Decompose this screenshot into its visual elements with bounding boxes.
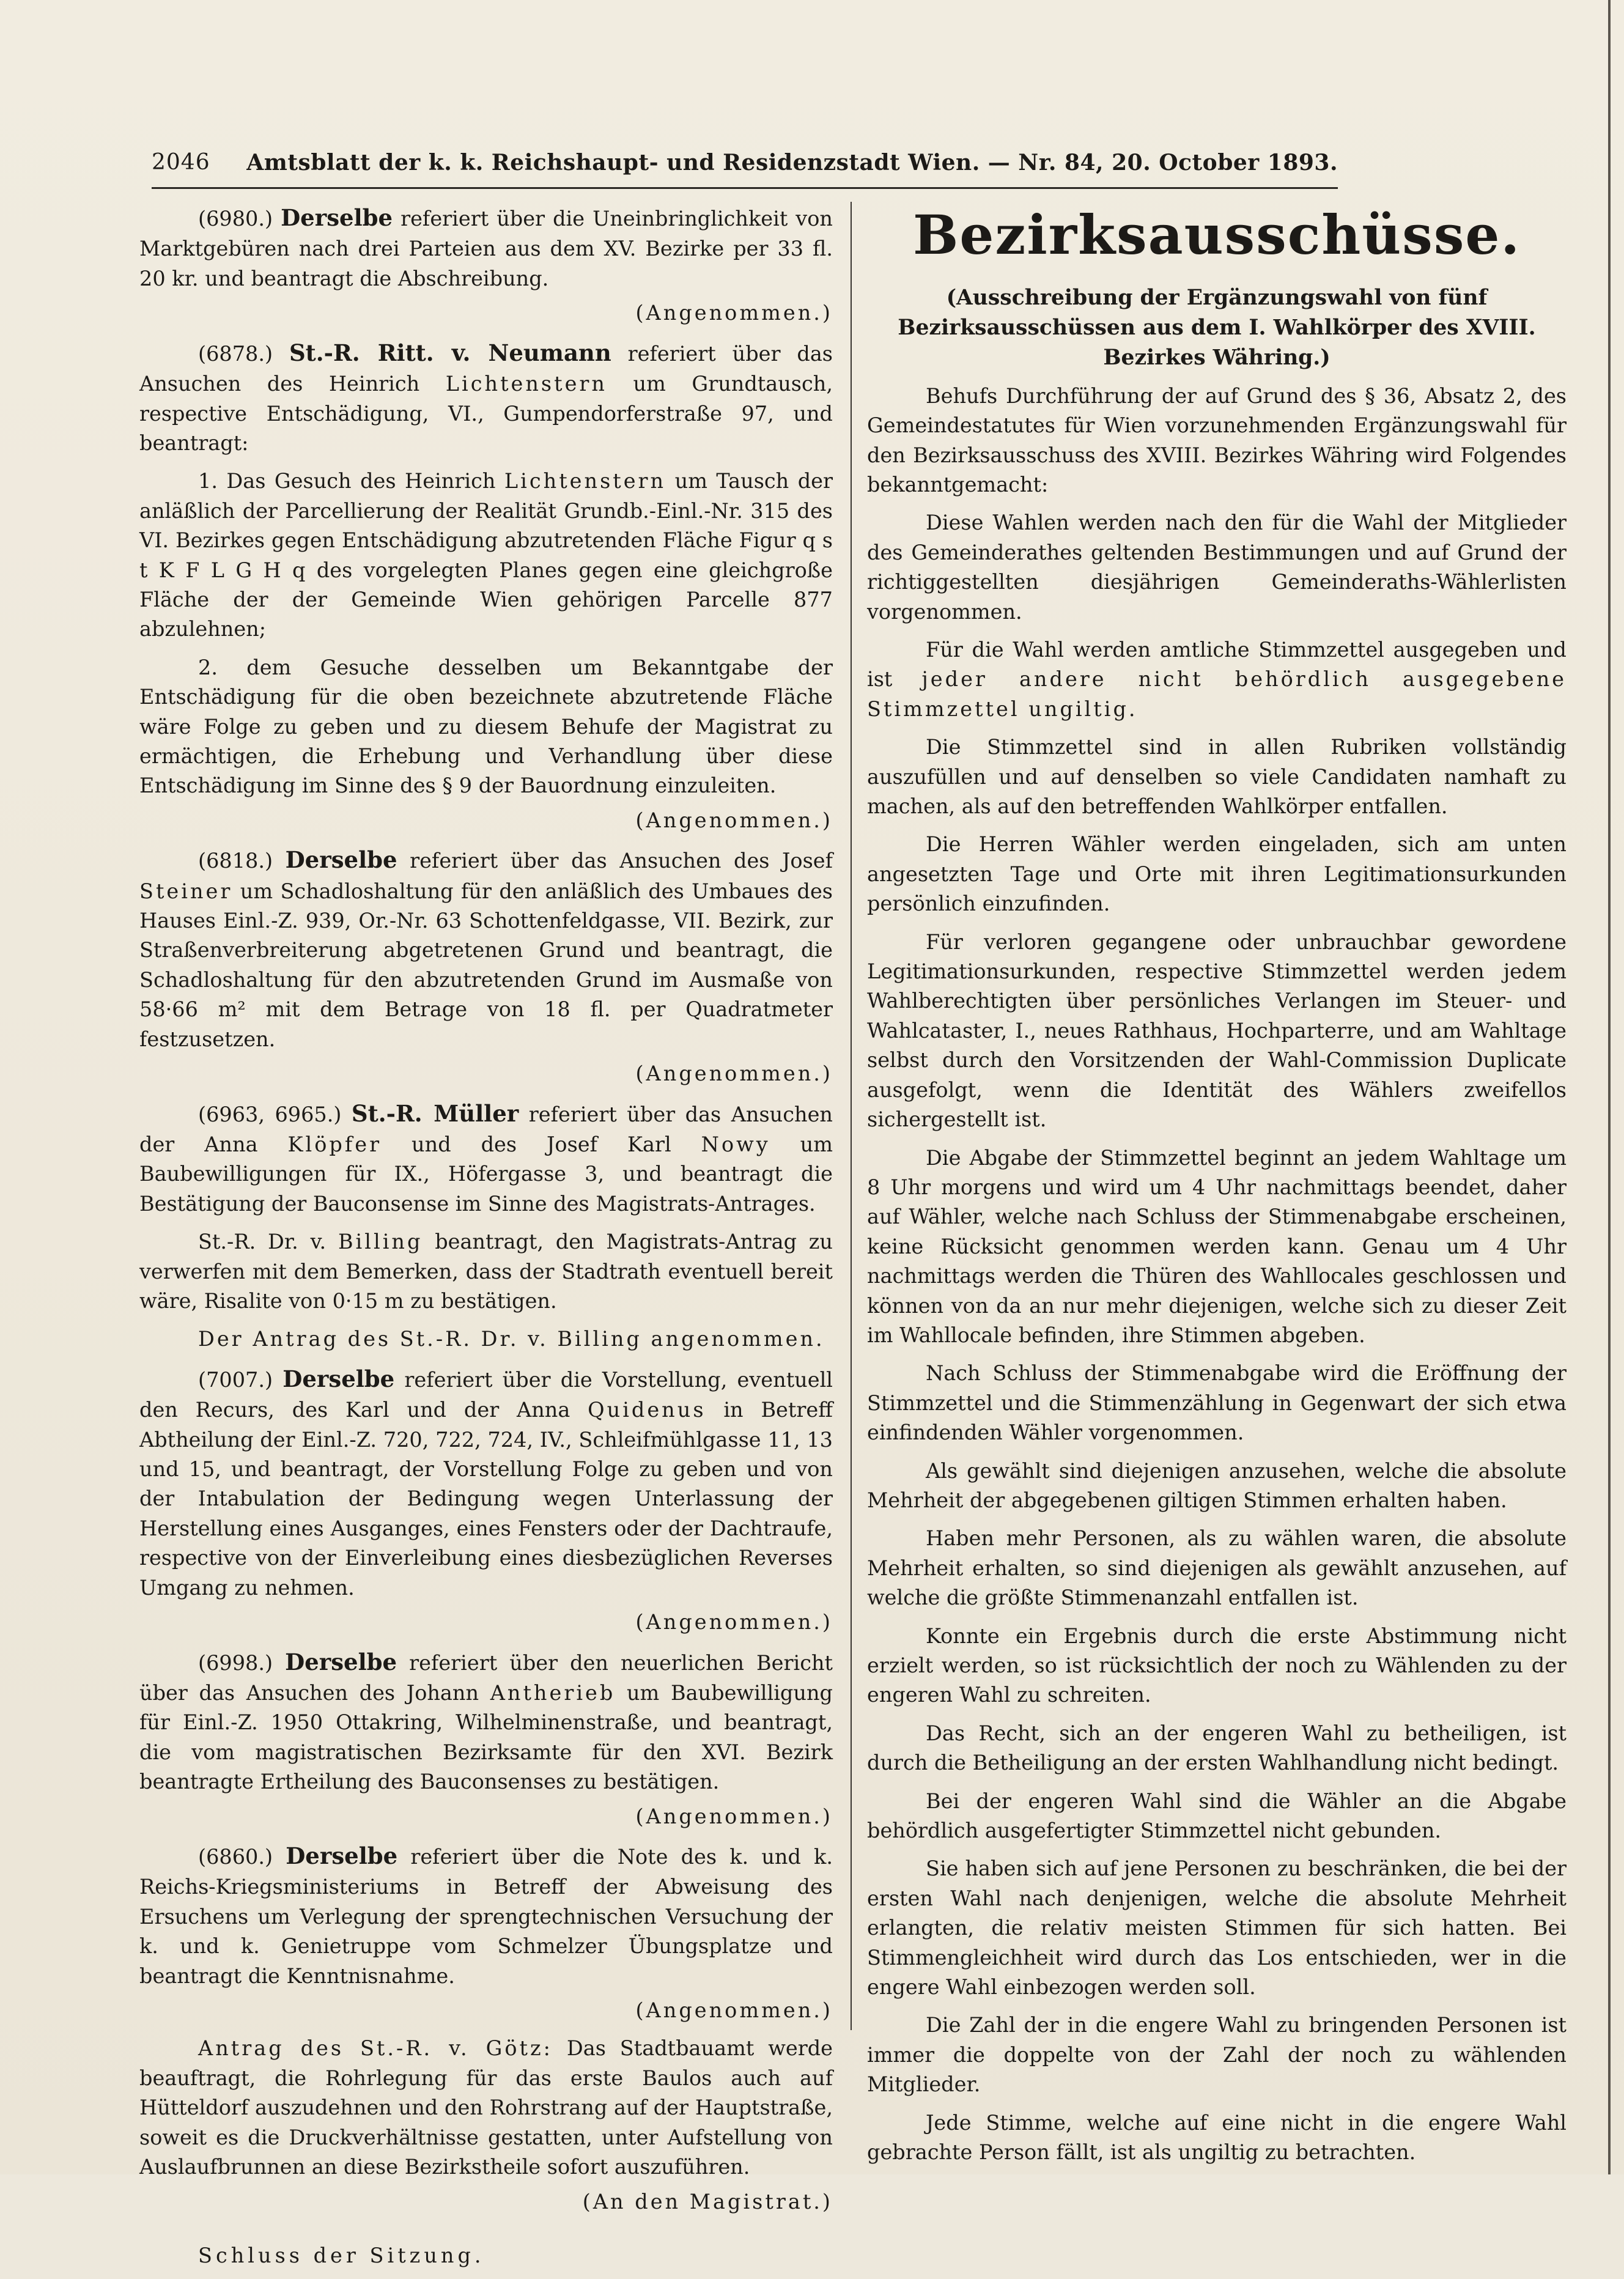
paragraph-text: um Baubewilligung für Einl.-Z. 1950 Ottakring, Wilhelminenstraße, und beantragt, die vom magistratischen Bezirksamte für den XVI. Bezirk beantragte Ertheilung des Bauconsenses zu bestätigen. [139, 1680, 833, 1794]
left-column [139, 202, 833, 2279]
notice-paragraph: Haben mehr Personen, als zu wählen waren, die absolute Mehrheit erhalten, so sind diejenigen als gewählt anzusehen, auf welche die größte Stimmenanzahl entfallen ist. [867, 1526, 1567, 1610]
column-divider [851, 202, 852, 2030]
notice-paragraph: Behufs Durchführung der auf Grund des § 36, Absatz 2, des Gemeindestatutes für Wien vorzunehmenden Ergänzungswahl für den Bezirksausschuss des XVIII. Bezirkes Währing wird Folgendes bekanntgemacht: [867, 383, 1567, 497]
section-subtitle: (Ausschreibung der Ergänzungswahl von fünf Bezirksausschüssen aus dem I. Wahlkörper des XVIII. Bezirkes Währing.) [898, 285, 1536, 370]
page-header [152, 144, 1338, 181]
paragraph-goetz-motion [139, 2034, 833, 2182]
page-number: 2046 [152, 150, 210, 175]
notice-paragraph: Die Abgabe der Stimmzettel beginnt an jedem Wahltage um 8 Uhr morgens und wird um 4 Uhr nachmittags beendet, daher auf Wähler, welche nach Schluss der Stimmenabgabe erscheinen, keine Rücksicht genommen werden kann. Genau um 4 Uhr nachmittags werden die Thüren des Wahllocales geschlossen und können von da an nur mehr diejenigen, welche sich zu dieser Zeit im Wahllocale befinden, ihre Stimmen abgeben. [867, 1145, 1567, 1347]
speaker: St.-R. Müller [351, 1099, 519, 1127]
speaker: Derselbe [285, 1648, 397, 1675]
verdict: (Angenommen.) [635, 1998, 833, 2023]
paragraph-6878 [139, 337, 833, 459]
ref-number: (7007.) [198, 1367, 273, 1392]
paragraph-7007 [139, 1363, 833, 1603]
paragraph-resolution [139, 1324, 833, 1354]
header-title: Amtsblatt der k. k. Reichshaupt- und Residenzstadt Wien. — Nr. 84, 20. October 1893. [246, 150, 1338, 175]
paragraph-text: referiert über das Ansuchen des Josef [410, 849, 833, 873]
notice-paragraph: Jede Stimme, welche auf eine nicht in die engere Wahl gebrachte Person fällt, ist als ungiltig zu betrachten. [867, 2110, 1567, 2165]
paragraph-text: referiert über das Ansuchen der Anna [139, 1102, 833, 1156]
person-name: Lichtenstern [504, 469, 666, 493]
header-rule [152, 187, 1338, 189]
paragraph-text: Das Stadtbauamt werde beauftragt, die Rohrlegung für das erste Baulos auch auf Hütteldorf auszudehnen und den Rohrstrang auf der Hauptstraße, soweit es die Druckverhältnisse gestatten, unter Aufstellung von Auslaufbrunnen an diese Bezirkstheile sofort auszuführen. [139, 2036, 833, 2179]
verdict: (Angenommen.) [635, 1610, 833, 1634]
notice-paragraph: Als gewählt sind diejenigen anzusehen, welche die absolute Mehrheit der abgegebenen giltigen Stimmen erhalten haben. [867, 1458, 1567, 1512]
notice-paragraph: Bei der engeren Wahl sind die Wähler an die Abgabe behördlich ausgefertigter Stimmzettel nicht gebunden. [867, 1789, 1567, 1843]
speaker: Derselbe [286, 1842, 398, 1869]
session-closing: Schluss der Sitzung. [198, 2243, 485, 2267]
person-name: Antherieb [490, 1680, 616, 1705]
paragraph-6998 [139, 1646, 833, 1797]
verdict: (Angenommen.) [635, 1062, 833, 1086]
notice-paragraph: Für verloren gegangene oder unbrauchbar gewordene Legitimationsurkunden, respective Stimmzettel werden jedem Wahlberechtigten über persönliches Verlangen im Steuer- und Wahlcataster, I., neues Rathhaus, Hochparterre, und am Wahltage selbst durch den Vorsitzenden der Wahl-Commission Duplicate ausgefolgt, wenn die Identität des Wählers zweifellos sichergestellt ist. [867, 929, 1567, 1132]
right-column [867, 202, 1567, 2176]
paragraph-text: Für die Wahl werden amtliche Stimmzettel ausgegeben und ist [867, 638, 1567, 692]
paragraph-text: beantragt, den Magistrats-Antrag zu verwerfen mit dem Bemerken, dass der Stadtrath eventuell bereit wäre, Risalite von 0·15 m zu bestätigen. [139, 1230, 833, 1313]
paragraph-text: referiert über die Note des k. und k. Reichs-Kriegsministeriums in Betreff der Abweisung des Ersuchens um Verlegung der sprengtechnischen Versuchung der k. und k. Genietruppe vom Schmelzer Übungsplatze und beantragt die Kenntnisnahme. [139, 1845, 833, 1988]
motion-lead: Antrag des St.-R. v. Götz: [198, 2036, 553, 2061]
paragraph-text: referiert über den neuerlichen Bericht über das Ansuchen des Johann [139, 1650, 833, 1705]
notice-paragraph: Nach Schluss der Stimmenabgabe wird die Eröffnung der Stimmzettel und die Stimmenzählung in Gegenwart der sich etwa einfindenden Wähler vorgenommen. [867, 1361, 1567, 1445]
verdict: (Angenommen.) [635, 301, 833, 325]
ref-number: (6860.) [198, 1845, 273, 1869]
speaker: St.-R. Ritt. v. Neumann [289, 339, 611, 366]
paragraph-text: referiert über das Ansuchen des Heinrich [139, 341, 833, 396]
person-name: Steiner [139, 879, 233, 903]
notice-paragraph: Diese Wahlen werden nach den für die Wahl der Mitglieder des Gemeinderathes geltenden Bestimmungen und auf Grund der richtiggestellten diesjährigen Gemeinderaths-Wählerlisten vorgenommen. [867, 511, 1567, 624]
paragraph-billing [139, 1227, 833, 1316]
paragraph-6818 [139, 844, 833, 1054]
paragraph-text: um Baubewilligungen für IX., Höfergasse 3, und beantragt die Bestätigung der Bauconsense im Sinne des Magistrats-Antrages. [139, 1132, 833, 1216]
person-name: Lichtenstern [445, 372, 607, 396]
verdict: (Angenommen.) [635, 1804, 833, 1828]
emphasis-text: jeder andere nicht behördlich ausgegebene Stimmzettel ungiltig. [867, 667, 1567, 721]
paragraph-text: referiert über die Uneinbringlichkeit von Marktgebüren nach drei Parteien aus dem XV. Bezirke per 33 fl. 20 kr. und beantragt die Abschreibung. [139, 207, 833, 290]
paragraph-text: um Schadloshaltung für den anläßlich des Umbaues des Hauses Einl.-Z. 939, Or.-Nr. 63 Schottenfeldgasse, VII. Bezirk, zur Straßenverbreiterung abgetretenen Grund und beantragt, die Schadloshaltung für den abzutretenden Grund im Ausmaße von 58·66 m² mit dem Betrage von 18 fl. per Quadratmeter festzusetzen. [139, 879, 833, 1051]
person-name: Klöpfer [287, 1132, 382, 1156]
notice-paragraph: Sie haben sich auf jene Personen zu beschränken, die bei der ersten Wahl nach denjenigen, welche die absolute Mehrheit erlangten, die relativ meisten Stimmen für sich hatten. Bei Stimmengleichheit wird durch das Los entschieden, wer in die engere Wahl einbezogen werden soll. [867, 1856, 1567, 2000]
page-edge-line [1608, 0, 1611, 2174]
motion-item-2 [139, 653, 833, 801]
paragraph-text: Der Antrag des St.-R. Dr. v. Billing angenommen. [198, 1327, 825, 1351]
notice-paragraph: Die Zahl der in die engere Wahl zu bringenden Personen ist immer die doppelte von der Zahl der noch zu wählenden Mitglieder. [867, 2013, 1567, 2097]
paragraph-text: und des Josef Karl [412, 1132, 671, 1156]
paragraph-text: um Grundtausch, respective Entschädigung, VI., Gumpendorferstraße 97, und beantragt: [139, 372, 833, 455]
item-text: 1. Das Gesuch des Heinrich [198, 469, 496, 493]
ref-number: (6980.) [198, 207, 273, 231]
item-text: 2. dem Gesuche desselben um Bekanntgabe der Entschädigung für die oben bezeichnete abzutretende Fläche wäre Folge zu geben und zu diesem Behufe der Magistrat zu ermächtigen, die Erhebung und Verhandlung über diese Entschädigung im Sinne des § 9 der Bauordnung einzuleiten. [139, 655, 833, 798]
motion-item-1 [139, 467, 833, 644]
notice-paragraph: Konnte ein Ergebnis durch die erste Abstimmung nicht erzielt werden, so ist rücksichtlich der noch zu Wählenden zu der engeren Wahl zu schreiten. [867, 1623, 1567, 1707]
person-name: Billing [338, 1230, 423, 1254]
person-name: Nowy [701, 1132, 770, 1156]
paragraph-text: referiert über die Vorstellung, eventuell den Recurs, des Karl und der Anna [139, 1367, 833, 1422]
paragraph-text: St.-R. Dr. v. [198, 1230, 327, 1254]
speaker: Derselbe [282, 1365, 395, 1392]
speaker: Derselbe [285, 846, 397, 874]
notice-paragraph: Die Herren Wähler werden eingeladen, sich am unten angesetzten Tage und Orte mit ihren Legitimationsurkunden persönlich einzufinden. [867, 832, 1567, 916]
paragraph-6980 [139, 202, 833, 294]
notice-paragraph [867, 635, 1567, 724]
ref-number: (6998.) [198, 1650, 273, 1675]
ref-number: (6818.) [198, 849, 273, 873]
verdict: (Angenommen.) [635, 808, 833, 832]
paragraph-6963 [139, 1098, 833, 1219]
speaker: Derselbe [281, 204, 393, 231]
section-title: Bezirksausschüsse. [913, 203, 1521, 267]
ref-number: (6963, 6965.) [198, 1102, 342, 1126]
paragraph-6860 [139, 1840, 833, 1991]
person-name: Quidenus [588, 1398, 706, 1422]
notice-paragraph: Die Stimmzettel sind in allen Rubriken vollständig auszufüllen und auf denselben so viele Candidaten namhaft zu machen, als auf den betreffenden Wahlkörper entfallen. [867, 735, 1567, 819]
item-text: um Tausch der anläßlich der Parcellierung der Realität Grundb.-Einl.-Nr. 315 des VI. Bezirkes gegen Entschädigung abzutretenden Fläche Figur q s t K F L G H q des vorgelegten Planes gegen eine gleichgroße Fläche der der Gemeinde Wien gehörigen Parcelle 877 abzulehnen; [139, 469, 833, 641]
paragraph-text: in Betreff Abtheilung der Einl.-Z. 720, 722, 724, IV., Schleifmühlgasse 11, 13 und 15, und beantragt, der Vorstellung Folge zu geben und von der Intabulation der Bedingung wegen Unterlassung der Herstellung eines Ausganges, eines Fensters oder der Dachtraufe, respective von der Einverleibung eines diesbezüglichen Reverses Umgang zu nehmen. [139, 1398, 833, 1600]
notice-paragraph: Das Recht, sich an der engeren Wahl zu betheiligen, ist durch die Betheiligung an der ersten Wahlhandlung nicht bedingt. [867, 1721, 1567, 1775]
verdict: (An den Magistrat.) [582, 2189, 833, 2214]
ref-number: (6878.) [198, 341, 273, 366]
